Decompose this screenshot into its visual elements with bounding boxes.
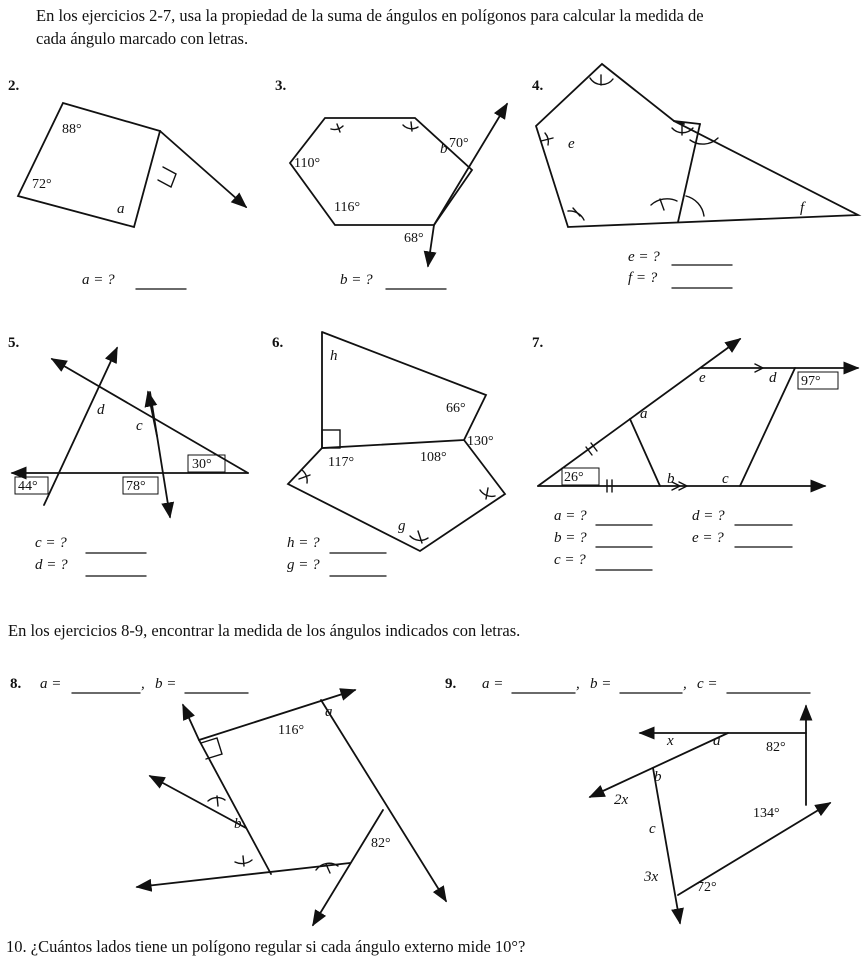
ex6-label-h: h [330, 348, 338, 364]
exercise-number-6: 6. [272, 335, 284, 351]
ex6-angle-130: 130° [467, 434, 494, 449]
ex9-sep-1: , [576, 676, 580, 692]
ex9-label-3x: 3x [644, 869, 659, 885]
ex9-label-x: x [667, 733, 674, 749]
ex7-answer-e: e = ? [692, 530, 724, 546]
ex3-angle-116: 116° [334, 200, 361, 215]
ex9-prompt-a: a = [482, 676, 504, 692]
ex3-angle-68: 68° [404, 231, 424, 246]
ex6-answer-g: g = ? [287, 557, 320, 573]
ex5-angle-44: 44° [18, 479, 38, 494]
ex7-answer-d: d = ? [692, 508, 725, 524]
ex7-label-b: b [667, 471, 675, 487]
ex8-sep: , [141, 676, 145, 692]
ex9-prompt-b: b = [590, 676, 612, 692]
instructions-line-2: En los ejercicios 8-9, encontrar la medida de los ángulos indicados con letras. [8, 621, 521, 640]
ex9-angle-134: 134° [753, 806, 780, 821]
ex9-label-2x: 2x [614, 792, 629, 808]
ex5-label-d: d [97, 402, 105, 418]
ex7-answer-a: a = ? [554, 508, 587, 524]
ex9-label-a: a [713, 733, 721, 749]
ex3-angle-110: 110° [294, 156, 321, 171]
ex4-answer-e: e = ? [628, 249, 660, 265]
ex2-angle-88: 88° [62, 122, 82, 137]
ex6-answer-h: h = ? [287, 535, 320, 551]
ex7-angle-26: 26° [564, 470, 584, 485]
exercise-number-9: 9. [445, 676, 457, 692]
ex7-label-d: d [769, 370, 777, 386]
ex9-label-c: c [649, 821, 656, 837]
ex7-label-e: e [699, 370, 706, 386]
ex8-prompt-a: a = [40, 676, 62, 692]
ex5-answer-d: d = ? [35, 557, 68, 573]
ex9-sep-2: , [683, 676, 687, 692]
ex7-answer-c: c = ? [554, 552, 586, 568]
ex2-angle-72: 72° [32, 177, 52, 192]
ex7-answer-b: b = ? [554, 530, 587, 546]
ex9-label-b: b [654, 769, 662, 785]
ex6-angle-66: 66° [446, 401, 466, 416]
ex3-answer-b: b = ? [340, 272, 373, 288]
ex7-label-c: c [722, 471, 729, 487]
ex3-angle-70: 70° [449, 136, 469, 151]
ex9-prompt-c: c = [697, 676, 718, 692]
ex6-angle-117: 117° [328, 455, 355, 470]
exercise-number-5: 5. [8, 335, 20, 351]
ex8-angle-82: 82° [371, 836, 391, 851]
ex5-angle-78: 78° [126, 479, 146, 494]
exercise-number-4: 4. [532, 78, 544, 94]
ex7-angle-97: 97° [801, 374, 821, 389]
exercise-number-7: 7. [532, 335, 544, 351]
ex3-label-b: b [440, 141, 448, 157]
ex2-label-a: a [117, 201, 125, 217]
exercise-number-2: 2. [8, 78, 20, 94]
ex8-prompt-b: b = [155, 676, 177, 692]
ex4-answer-f: f = ? [628, 270, 658, 286]
exercise-number-3: 3. [275, 78, 287, 94]
instructions-line-1b: cada ángulo marcado con letras. [36, 29, 249, 48]
ex8-label-b: b [234, 816, 242, 832]
ex5-answer-c: c = ? [35, 535, 67, 551]
cut-off-question-10: 10. ¿Cuántos lados tiene un polígono regular si cada ángulo externo mide 10°? [6, 937, 526, 956]
ex2-answer-a: a = ? [82, 272, 115, 288]
ex6-label-g: g [398, 518, 406, 534]
ex4-figure [536, 64, 858, 227]
ex3-figure [290, 104, 507, 266]
ex5-angle-30: 30° [192, 457, 212, 472]
instructions-line-1: En los ejercicios 2-7, usa la propiedad de la suma de ángulos en polígonos para calcular la medida de [36, 6, 704, 25]
ex8-angle-116: 116° [278, 723, 305, 738]
ex4-label-f: f [800, 200, 805, 216]
exercise-number-8: 8. [10, 676, 22, 692]
ex4-label-e: e [568, 136, 575, 152]
answer-blanks [72, 265, 810, 693]
ex9-angle-72: 72° [697, 880, 717, 895]
ex8-label-a: a [325, 704, 333, 720]
ex2-figure [18, 103, 246, 227]
ex7-label-a: a [640, 406, 648, 422]
ex5-label-c: c [136, 418, 143, 434]
ex6-angle-108: 108° [420, 450, 447, 465]
ex9-angle-82: 82° [766, 740, 786, 755]
ex7-figure [538, 339, 858, 492]
